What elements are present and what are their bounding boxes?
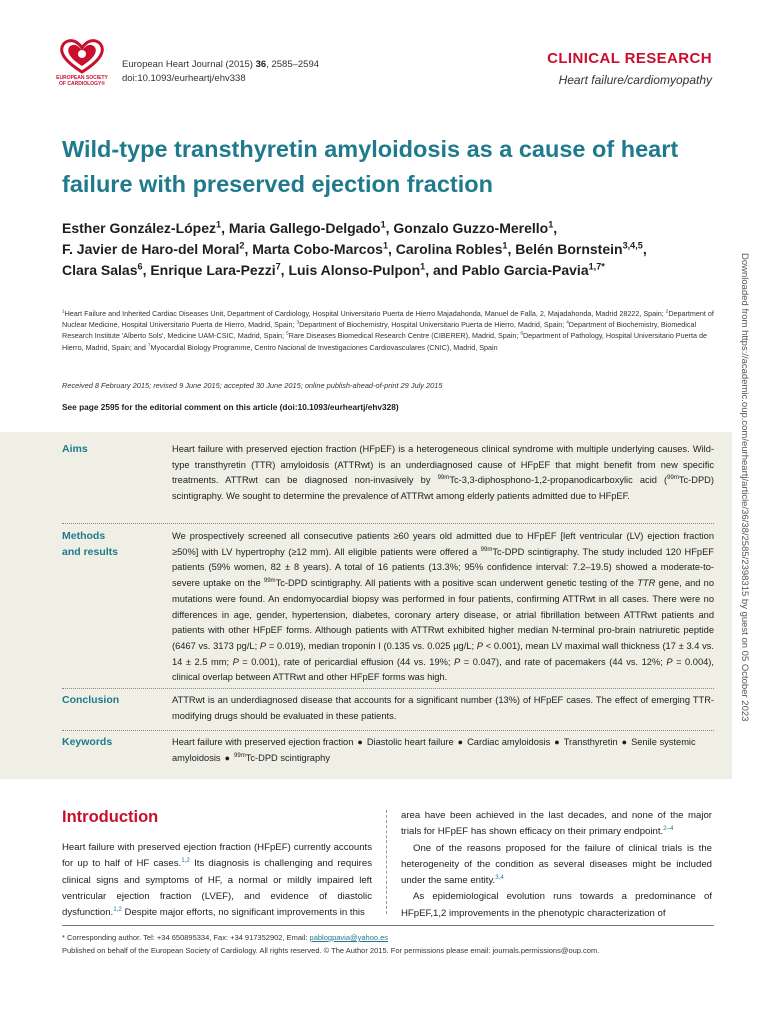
section-label: CLINICAL RESEARCH: [547, 50, 712, 67]
abstract-divider: [62, 730, 714, 731]
aims-label: Aims: [62, 443, 88, 455]
conclusion-label: Conclusion: [62, 694, 120, 706]
journal-name: European Heart Journal (2015): [122, 59, 256, 70]
section-heading: [547, 50, 712, 87]
conclusion-text: ATTRwt is an underdiagnosed disease that accounts for a significant number (13%) of HFpEF cases. The effect of emerging TTR-modifying drugs should be evaluated in these patients.: [172, 695, 714, 721]
journal-pages: , 2585–2594: [266, 59, 320, 70]
author-name: and Pablo Garcia-Pavia$^{1,7*}$: [432, 261, 605, 278]
author-name: Esther González-López$^1$,: [62, 219, 225, 236]
author-name: Carolina Robles$^1$,: [395, 240, 512, 257]
received-dates: Received 8 February 2015; revised 9 June 2015; accepted 30 June 2015; online publish-ahead-of-print 29 July 2015: [62, 381, 443, 390]
methods-label-line1: Methods: [62, 530, 106, 542]
esc-logo: [56, 36, 108, 96]
author-list: [62, 218, 712, 281]
article-title: Wild-type transthyretin amyloidosis as a cause of heart failure with preserved ejection fraction: [62, 136, 679, 197]
methods-label-line2: and results: [62, 545, 119, 558]
methods-label: [62, 529, 118, 560]
author-name: Luis Alonso-Pulpon$^1$,: [288, 261, 430, 278]
corresponding-text: * Corresponding author. Tel: +34 650895334, Fax: +34 917352902, Email:: [62, 933, 310, 942]
intro-paragraph-1: Heart failure with preserved ejection fraction (HFpEF) currently accounts for up to half of HF cases.$^{1,2}$ Its diagnosis is challenging and requires clinical signs and symptoms of HF, a normal or mildly impaired left ventricular ejection fraction (LVEF), and evidence of diastolic dysfunction.$^{1,2}$ Despite major efforts, no significant improvements in this: [62, 842, 372, 919]
footnotes: [62, 932, 714, 957]
author-name: Enrique Lara-Pezzi$^7$,: [150, 261, 285, 278]
intro-paragraph-3: As epidemiological evolution runs towards a predominance of HFpEF,1,2 improvements in the phenotypic characterization of: [401, 891, 712, 919]
author-name: Maria Gallego-Delgado$^1$,: [228, 219, 390, 236]
author-name: F. Javier de Haro-del Moral$^2$,: [62, 240, 249, 257]
column-divider: [386, 810, 387, 914]
introduction-heading: Introduction: [62, 808, 159, 826]
intro-paragraph-2: One of the reasons proposed for the failure of clinical trials is the heterogeneity of the condition as several diseases might be included under the same entity.$^{3,4}$: [401, 842, 712, 887]
author-email-link[interactable]: pablogpavia@yahoo.es: [309, 933, 389, 942]
body-column-right: [401, 808, 712, 922]
journal-volume: 36: [255, 59, 267, 70]
abstract-divider: [62, 523, 714, 524]
abstract-divider: [62, 688, 714, 689]
aims-text: Heart failure with preserved ejection fraction (HFpEF) is a heterogeneous clinical syndrome with multiple underlying causes. Wild-type transthyretin (TTR) amyloidosis (ATTRwt) is an underdiagnosed cause of HFpEF that might benefit from new specific treatments. ATTRwt can be diagnosed non-invasively by $^{99m}$Tc-3,3-diphosphono-1,2-propanodicarboxylic acid ($^{99m}$Tc-DPD) scintigraphy. We sought to determine the prevalence of ATTRwt among elderly patients admitted due to HFpEF.: [172, 444, 714, 502]
publisher-note: Published on behalf of the European Society of Cardiology. All rights reserved. © The Author 2015. For permissions please email: journals.permissions@oup.com.: [62, 945, 600, 955]
intro-paragraph-1-cont: area have been achieved in the last decades, and none of the major trials for HFpEF has shown efficacy on their primary endpoint.$^{2-4}$: [401, 810, 712, 838]
author-name: Marta Cobo-Marcos$^1$,: [252, 240, 392, 257]
journal-doi[interactable]: doi:10.1093/eurheartj/ehv338: [122, 73, 246, 84]
corresponding-author: [62, 932, 714, 945]
affiliations: $^1$Heart Failure and Inherited Cardiac Diseases Unit, Department of Cardiology, Hospital Universitario Puerta de Hierro Majadahonda, Manuel de Falla, 2, Majadahonda, Madrid 28222, Spain; $^2$Department of Nuclear Medicine, Hospital Universitario Puerta de Hierro, Madrid, Spain; $^3$Department of Biochemistry, Hospital Universitario Puerta de Hierro, Madrid, Spain; $^4$Department of Biochemistry, Biomedical Research Institute 'Alberto Sols', Medicine UAM-CSIC, Madrid, Spain; $^5$Rare Diseases Biomedical Research Centre (CIBERER), Madrid, Spain; $^6$Department of Pathology, Hospital Universitario Puerta de Hierro, Madrid, Spain; and $^7$Myocardial Biology Programme, Centro Nacional de Investigaciones Cardiovasculares (CNIC), Madrid, Spain: [62, 308, 714, 352]
journal-citation: [122, 58, 319, 86]
body-column-left: [62, 840, 372, 921]
download-watermark: [737, 253, 751, 773]
keywords-label: Keywords: [62, 736, 113, 748]
footnote-rule: [62, 925, 714, 926]
journal-line: [122, 58, 319, 72]
author-name: Belén Bornstein$^{3,4,5}$,: [515, 240, 647, 257]
structured-abstract: [0, 432, 732, 779]
heart-logo-icon: [56, 36, 108, 76]
download-watermark-text: Downloaded from https://academic.oup.com/eurheartj/article/36/38/2585/2398315 by guest on 05 October 2023: [739, 253, 750, 722]
author-name: Gonzalo Guzzo-Merello$^1$,: [393, 219, 558, 236]
author-name: Clara Salas$^6$,: [62, 261, 147, 278]
editorial-note[interactable]: See page 2595 for the editorial comment on this article (doi:10.1093/eurheartj/ehv328): [62, 402, 399, 412]
methods-text: We prospectively screened all consecutive patients ≥60 years old admitted due to HFpEF [left ventricular (LV) ejection fraction ≥50%] with LV hypertrophy (≥12 mm). All eligible patients were offered a $^{99m}$Tc-DPD scintigraphy. The study included 120 HFpEF patients (59% women, 82 ± 8 years). A total of 16 patients (13.3%; 95% confidence interval: 7.2–19.5) showed a moderate-to-severe uptake on the $^{99m}$Tc-DPD scintigraphy. All patients with a positive scan underwent genetic testing of the TTR gene, and no mutations were found. An endomyocardial biopsy was performed in four patients, confirming ATTRwt in all cases. There were no differences in age, gender, hypertension, diabetes, coronary artery disease, or atrial fibrillation between ATTRwt patients and patients with other HFpEF forms. Although patients with ATTRwt exhibited higher median N-terminal pro-brain natriuretic peptide (6467 vs. 3173 pg/L; P = 0.019), median troponin I (0.135 vs. 0.025 µg/L; P < 0.001), mean LV maximal wall thickness (17 ± 3.4 vs. 14 ± 2.5 mm; P = 0.001), rate of pericardial effusion (44 vs. 19%; P = 0.047), and rate of pacemakers (44 vs. 12%; P = 0.004), clinical overlap between ATTRwt and other HFpEF forms was high.: [172, 531, 715, 683]
logo-text: EUROPEAN SOCIETY OF CARDIOLOGY®: [56, 75, 108, 87]
keywords-text: Heart failure with preserved ejection fraction ● Diastolic heart failure ● Cardiac amyloidosis ● Transthyretin ● Senile systemic amyloidosis ● $^{99m}$Tc-DPD scintigraphy: [172, 737, 696, 763]
subsection-label: Heart failure/cardiomyopathy: [558, 73, 712, 87]
